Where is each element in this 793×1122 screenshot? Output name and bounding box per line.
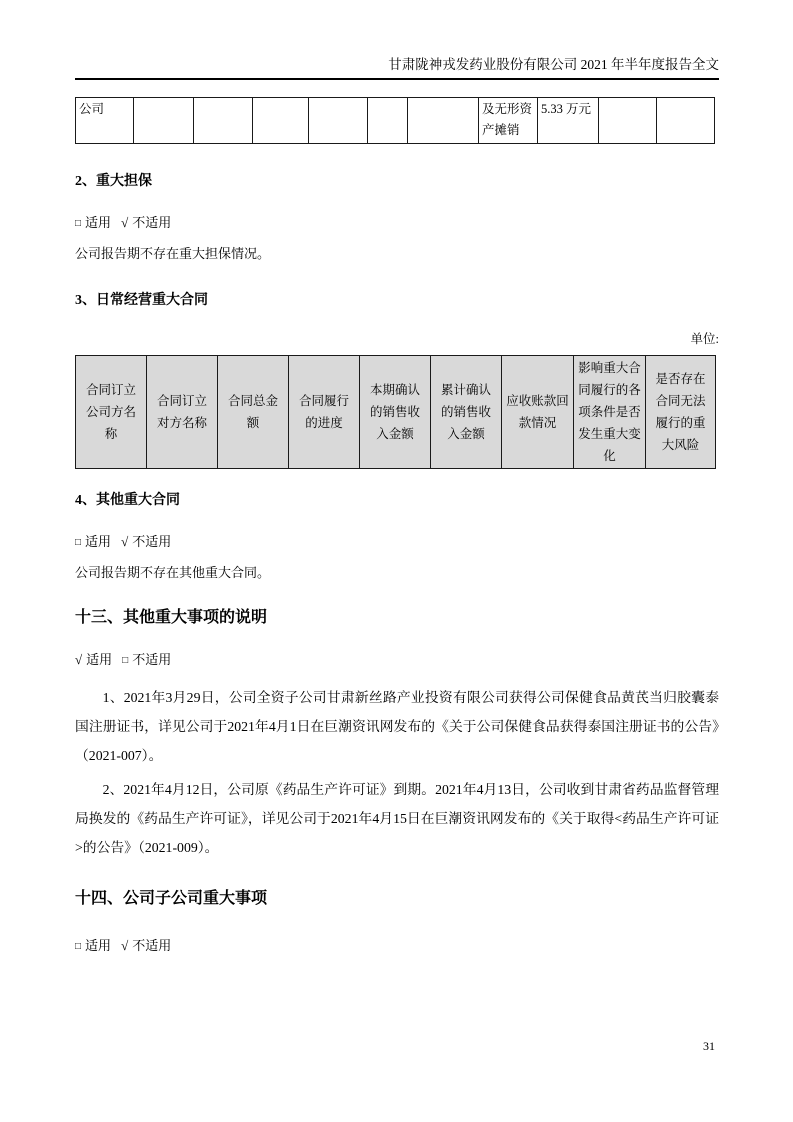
table-cell — [194, 98, 253, 144]
main-table-header-cell: 本期确认的销售收入金额 — [360, 356, 431, 469]
main-table-header-cell: 是否存在合同无法履行的重大风险 — [646, 356, 716, 469]
table-cell — [253, 98, 309, 144]
checkbox-unchecked-icon: □ — [75, 537, 82, 548]
check-mark-icon: √ — [121, 215, 129, 230]
main-table-header-cell: 累计确认的销售收入金额 — [431, 356, 502, 469]
heading-daily-operation-contracts: 3、日常经营重大合同 — [75, 293, 208, 308]
main-table-header-cell: 合同总金额 — [218, 356, 289, 469]
main-table-header-cell: 合同履行的进度 — [289, 356, 360, 469]
applicable-label: 适用 — [85, 534, 112, 549]
checkbox-unchecked-icon: □ — [75, 941, 82, 952]
main-table-header-cell: 合同订立公司方名称 — [76, 356, 147, 469]
table-cell: 公司 — [76, 98, 134, 144]
other-matters-paragraph-1: 1、2021年3月29日，公司全资子公司甘肃新丝路产业投资有限公司获得公司保健食品黄芪当归胶囊泰国注册证书，详见公司于2021年4月1日在巨潮资讯网发布的《关于公司保健食品获得泰国注册证书的公告》（2021-007）。 — [75, 690, 719, 763]
table-cell — [657, 98, 715, 144]
main-table-header-cell: 影响重大合同履行的各项条件是否发生重大变化 — [574, 356, 646, 469]
check-mark-icon: √ — [121, 534, 129, 549]
applicability-line-subsidiary — [75, 935, 719, 954]
other-contracts-note: 公司报告期不存在其他重大合同。 — [75, 565, 271, 580]
main-table-header-cell: 应收账款回款情况 — [502, 356, 574, 469]
daily-contracts-table — [75, 355, 716, 469]
unit-label: 单位: — [690, 332, 719, 346]
checkbox-unchecked-icon: □ — [75, 218, 82, 229]
applicable-label: 适用 — [85, 215, 112, 230]
table-cell: 及无形资产摊销 — [479, 98, 538, 144]
guarantee-note: 公司报告期不存在重大担保情况。 — [75, 246, 271, 261]
table-header-row — [76, 356, 716, 469]
applicability-line-other-contracts — [75, 531, 719, 550]
check-mark-icon: √ — [75, 652, 83, 667]
table-cell — [599, 98, 657, 144]
amortization-continuation-table — [75, 97, 715, 144]
main-table-header-cell: 合同订立对方名称 — [147, 356, 218, 469]
document-header-title: 甘肃陇神戎发药业股份有限公司 2021 年半年度报告全文 — [388, 57, 719, 72]
checkbox-unchecked-icon: □ — [122, 655, 129, 666]
not-applicable-label: 不适用 — [132, 652, 172, 667]
check-mark-icon: √ — [121, 938, 129, 953]
table-cell — [368, 98, 408, 144]
applicability-line-other-matters — [75, 649, 719, 668]
header-divider-rule — [75, 78, 719, 80]
other-matters-paragraph-2: 2、2021年4月12日，公司原《药品生产许可证》到期。2021年4月13日，公司收到甘肃省药品监督管理局换发的《药品生产许可证》，详见公司于2021年4月15日在巨潮资讯网发布的《关于取得<药品生产许可证>的公告》（2021-009）。 — [75, 782, 719, 855]
heading-other-major-contracts: 4、其他重大合同 — [75, 493, 180, 508]
page-number: 31 — [703, 1039, 715, 1053]
not-applicable-label: 不适用 — [132, 938, 172, 953]
heading-other-major-matters: 十三、其他重大事项的说明 — [75, 609, 268, 626]
heading-subsidiary-major-matters: 十四、公司子公司重大事项 — [75, 890, 268, 907]
applicable-label: 适用 — [86, 652, 113, 667]
heading-major-guarantees: 2、重大担保 — [75, 174, 152, 189]
table-row — [76, 98, 715, 144]
table-cell — [408, 98, 479, 144]
applicable-label: 适用 — [85, 938, 112, 953]
table-cell — [309, 98, 368, 144]
table-cell — [134, 98, 194, 144]
applicability-line-guarantee — [75, 212, 719, 231]
not-applicable-label: 不适用 — [132, 534, 172, 549]
table-cell: 5.33 万元 — [538, 98, 599, 144]
not-applicable-label: 不适用 — [132, 215, 172, 230]
